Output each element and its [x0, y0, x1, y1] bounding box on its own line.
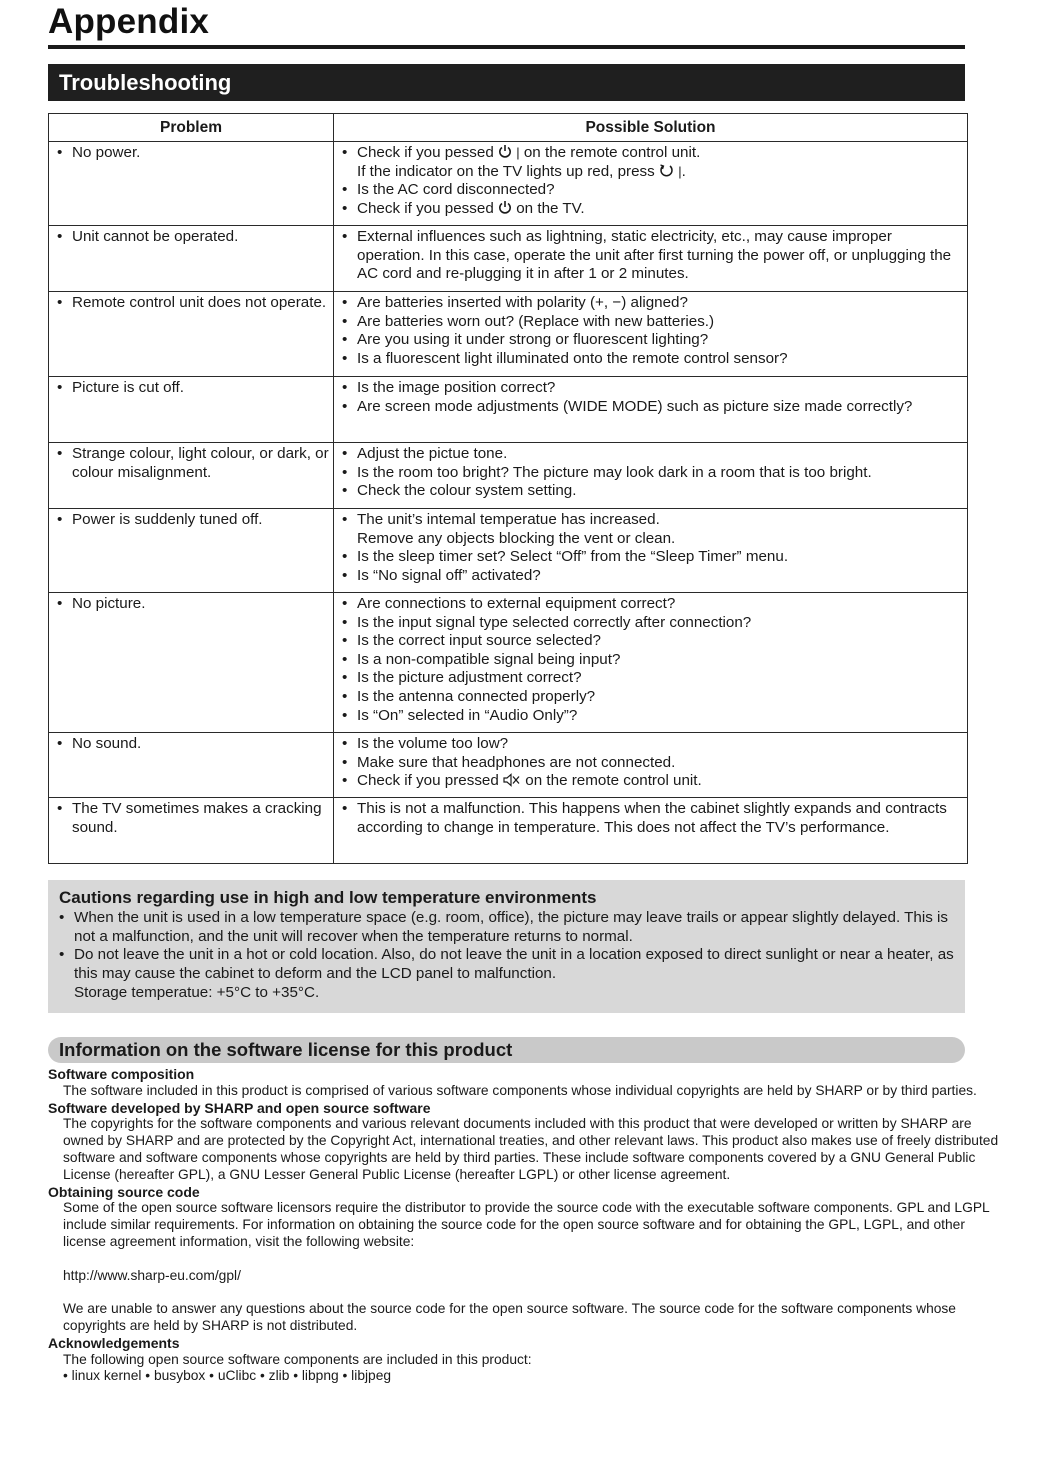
problem-text: • Remote control unit does not operate. — [56, 294, 329, 313]
table-row — [49, 509, 968, 593]
solution-item: • Adjust the pictue tone. — [341, 445, 963, 464]
problem-text: • No sound. — [56, 735, 329, 754]
solution-cell — [334, 443, 968, 509]
license-paragraph: The following open source software components are included in this product: — [63, 1351, 532, 1367]
solution-item: • Check if you pessed on the TV. — [341, 200, 963, 219]
standby-icon — [659, 163, 674, 178]
problem-text: • Power is suddenly tuned off. — [56, 511, 329, 530]
solution-cell — [334, 292, 968, 377]
solution-cell — [334, 593, 968, 733]
solution-item: • Are batteries inserted with polarity (+, −) aligned? — [341, 294, 963, 313]
table-row — [49, 443, 968, 509]
problem-cell — [49, 593, 334, 733]
power-icon — [498, 144, 512, 159]
table-row — [49, 142, 968, 226]
problem-cell — [49, 142, 334, 226]
license-subheading: Acknowledgements — [48, 1334, 180, 1351]
power-icon — [498, 200, 512, 215]
problem-cell — [49, 509, 334, 593]
license-paragraph: The software included in this product is comprised of various software components whose individual copyrights are held by SHARP or by third parties. — [63, 1082, 977, 1098]
solution-item: • Is the image position correct? — [341, 379, 963, 398]
divider-glyph: | — [516, 145, 520, 160]
solution-item: • Check if you pessed | on the remote control unit. If the indicator on the TV lights up red, press |. — [341, 144, 963, 181]
problem-cell — [49, 377, 334, 443]
solution-item: • Check the colour system setting. — [341, 482, 963, 501]
caution-item: • When the unit is used in a low temperature space (e.g. room, office), the picture may leave trails or appear slightly delayed. This is not a malfunction, and the unit will recover when the temperature returns to normal. — [59, 909, 955, 947]
problem-cell — [49, 733, 334, 798]
solution-item: • Is a fluorescent light illuminated onto the remote control sensor? — [341, 350, 963, 369]
solution-cell — [334, 377, 968, 443]
storage-temperature: Storage temperatue: +5°C to +35°C. — [74, 983, 320, 1001]
solution-item: • Is the antenna connected properly? — [341, 688, 963, 707]
problem-text: • Unit cannot be operated. — [56, 228, 329, 247]
solution-item: • Is the room too bright? The picture may look dark in a room that is too bright. — [341, 464, 963, 483]
table-row — [49, 226, 968, 292]
solution-item: • Is a non-compatible signal being input? — [341, 651, 963, 670]
table-row — [49, 377, 968, 443]
problem-text: • Picture is cut off. — [56, 379, 329, 398]
table-header-row — [49, 114, 968, 142]
solution-item: • Is the picture adjustment correct? — [341, 669, 963, 688]
solution-cell — [334, 798, 968, 864]
troubleshooting-table — [48, 113, 968, 864]
temperature-cautions-box — [48, 880, 965, 1013]
solution-item: • Is “No signal off” activated? — [341, 567, 963, 586]
solution-item: • Are batteries worn out? (Replace with new batteries.) — [341, 313, 963, 332]
problem-cell — [49, 798, 334, 864]
solution-item: • Is the correct input source selected? — [341, 632, 963, 651]
table-row — [49, 733, 968, 798]
solution-item: • Is the AC cord disconnected? — [341, 181, 963, 200]
problem-text: • No power. — [56, 144, 329, 163]
license-paragraph: The copyrights for the software components and various relevant documents included with this product that were developed or written by SHARP are owned by SHARP and are protected by the Copyright Act, international treaties, and other relevant laws. This product also makes use of freely distributed software and software components whose copyrights are held by third parties. These include software components covered by a GNU General Public License (hereafter GPL), a GNU Lesser General Public License (hereafter LGPL) or other license agreement. — [63, 1116, 999, 1182]
license-subheading: Software composition — [48, 1066, 195, 1082]
component-list: • linux kernel • busybox • uClibc • zlib • libpng • libjpeg — [63, 1368, 392, 1384]
license-paragraph: Some of the open source software licensors require the distributor to provide the source code with the executable software components. GPL and LGPL include similar requirements. For information on obtaining the source code for the open source software and for obtaining the GPL, LGPL, and other license agreement information, visit the following website: — [63, 1200, 990, 1249]
caution-item: • Do not leave the unit in a hot or cold location. Also, do not leave the unit in a location exposed to direct sunlight or near a heater, as this may cause the cabinet to deform and the LCD panel to malfunction. Storage temperatue: +5°C to +35°C. — [59, 946, 955, 1002]
license-subheading: Software developed by SHARP and open source software — [48, 1099, 431, 1116]
solution-column-header: Possible Solution — [334, 114, 968, 142]
solution-item: • Are connections to external equipment correct? — [341, 595, 963, 614]
license-heading: Information on the software license for this product — [48, 1037, 965, 1063]
solution-cell — [334, 226, 968, 292]
mute-icon — [503, 773, 521, 787]
problem-column-header: Problem — [49, 114, 334, 142]
solution-item: • Are you using it under strong or fluorescent lighting? — [341, 331, 963, 350]
source-code-url: http://www.sharp-eu.com/gpl/ — [63, 1267, 241, 1283]
cautions-title: Cautions regarding use in high and low temperature environments — [59, 888, 597, 907]
table-row — [49, 292, 968, 377]
solution-item: • Are screen mode adjustments (WIDE MODE) such as picture size made correctly? — [341, 398, 963, 417]
license-section — [48, 1066, 1008, 1385]
license-paragraph: We are unable to answer any questions about the source code for the open source software. The source code for the software components whose copyrights are held by SHARP is not distributed. — [63, 1301, 956, 1333]
problem-text: • The TV sometimes makes a cracking sound. — [56, 800, 329, 837]
solution-item: • Check if you pressed on the remote control unit. — [341, 772, 963, 791]
problem-text: • Strange colour, light colour, or dark, or colour misalignment. — [56, 445, 329, 482]
solution-item: • External influences such as lightning, static electricity, etc., may cause improper operation. In this case, operate the unit after first turning the power off, or unplugging the AC cord and re-plugging it in after 1 or 2 minutes. — [341, 228, 963, 284]
solution-item: • Is the sleep timer set? Select “Off” from the “Sleep Timer” menu. — [341, 548, 963, 567]
table-row — [49, 798, 968, 864]
title-rule — [48, 45, 965, 49]
solution-item: • Is “On” selected in “Audio Only”? — [341, 707, 963, 726]
troubleshooting-heading: Troubleshooting — [48, 64, 965, 101]
solution-cell — [334, 509, 968, 593]
solution-item: • Is the input signal type selected correctly after connection? — [341, 614, 963, 633]
page-title: Appendix — [48, 2, 210, 41]
solution-item: • This is not a malfunction. This happens when the cabinet slightly expands and contracts according to change in temperature. This does not affect the TV’s performance. — [341, 800, 963, 837]
problem-text: • No picture. — [56, 595, 329, 614]
problem-cell — [49, 292, 334, 377]
solution-item: • Is the volume too low? — [341, 735, 963, 754]
license-subheading: Obtaining source code — [48, 1183, 200, 1200]
solution-item: • The unit’s intemal temperatue has increased. Remove any objects blocking the vent or clean. — [341, 511, 963, 548]
table-row — [49, 593, 968, 733]
problem-cell — [49, 226, 334, 292]
solution-cell — [334, 733, 968, 798]
solution-cell — [334, 142, 968, 226]
solution-item: • Make sure that headphones are not connected. — [341, 754, 963, 773]
problem-cell — [49, 443, 334, 509]
